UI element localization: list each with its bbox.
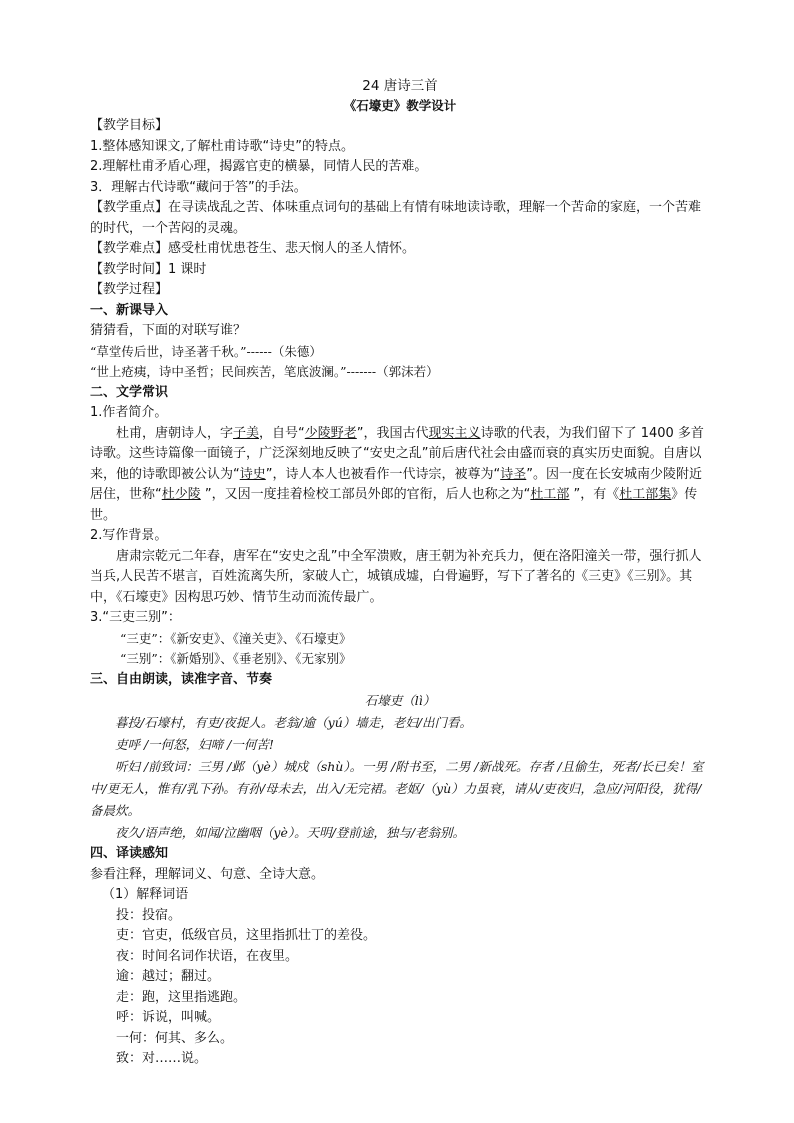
time-label: 【教学时间】 <box>90 261 169 277</box>
bio-text: ”，我国古代 <box>356 425 429 441</box>
word-definition: 投：投宿。 <box>116 907 182 923</box>
bio-text: 》传世。 <box>90 487 698 523</box>
bio-keyword: 杜工部 <box>530 487 570 502</box>
poem-stanza: 夜久/语声绝，如闻/泣幽咽（yè）。天明/登前途，独与/老翁别。 <box>115 825 466 840</box>
bio-text: 杜甫，唐朝诗人，字 <box>116 425 234 441</box>
couplet-quote: “草堂传后世，诗圣著千秋。”------（朱德） <box>90 343 322 359</box>
difficulty-text: 感受杜甫忧患苍生、悲天悯人的圣人情怀。 <box>168 241 416 256</box>
author-bio <box>90 424 710 527</box>
goal-item: 3．理解古代诗歌“藏问于答”的手法。 <box>90 179 307 195</box>
bio-text: ”，有《 <box>569 487 620 502</box>
subsection-title: （1）解释词语 <box>102 887 189 902</box>
poem-stanza: 暮投/石壕村，有吏/夜捉人。老翁/逾（yú）墙走，老妇/出门看。 <box>115 715 472 730</box>
goal-item: 2.理解杜甫矛盾心理，揭露官吏的横暴，同情人民的苦难。 <box>90 159 428 174</box>
subsection-title: 3.“三吏三别”： <box>90 610 181 625</box>
couplet-quote: “世上疮痍，诗中圣哲；民间疾苦，笔底波澜。”-------（郭沫若） <box>90 364 439 379</box>
subsection-title: 2.写作背景。 <box>90 528 168 543</box>
subsection-title: 1.作者简介。 <box>90 405 168 420</box>
word-definition: 一何：何其、多么。 <box>116 1030 234 1046</box>
word-definition: 逾：越过；翻过。 <box>116 969 221 984</box>
goal-item: 1.整体感知课文,了解杜甫诗歌“诗史”的特点。 <box>90 138 355 154</box>
bio-text: ”。因一度在长安城南少陵附近居住，世称“ <box>90 466 703 502</box>
process-header: 【教学过程】 <box>90 282 169 297</box>
key-point-label: 【教学重点】 <box>90 200 169 215</box>
time-text: 1 课时 <box>168 261 207 277</box>
bio-keyword: 诗史 <box>239 466 266 482</box>
word-definition: 致：对……说。 <box>116 1051 208 1066</box>
sanli-list: “三吏”：《新安吏》、《潼关吏》、《石壕吏》 <box>120 630 352 646</box>
bio-text: ”，又因一度挂着检校工部员外郎的官衔，后人也称之为“ <box>200 487 531 502</box>
bio-text: 诗歌的代表，为我们留下了 1400 多首诗歌。这些诗篇像一面镜子，广泛深刻地反映了“安史之乱”前后唐代社会由盛而衰的真实历史面貌。自唐以来，他的诗歌即被公认为“ <box>90 425 704 482</box>
difficulty-label: 【教学难点】 <box>90 241 169 256</box>
bio-text: ，自号“ <box>259 425 305 441</box>
goals-header: 【教学目标】 <box>90 118 169 133</box>
document-title: 24 唐诗三首 <box>362 78 438 94</box>
teaching-time <box>90 260 710 281</box>
section-intro: 猜猜看，下面的对联写谁？ <box>90 323 247 338</box>
bio-text: ”，诗人本人也被看作一代诗宗，被尊为“ <box>265 466 501 482</box>
section-intro: 参看注释，理解词义、句意、全诗大意。 <box>90 866 325 882</box>
key-point-text: 在寻读战乱之苦、体味重点词句的基础上有情有味地读诗歌，理解一个苦命的家庭，一个苦难的时代，一个苦闷的灵魂。 <box>90 200 702 236</box>
bio-keyword: 杜工部集 <box>619 487 672 502</box>
word-definition: 吏：官吏，低级官员，这里指抓壮丁的差役。 <box>116 928 377 943</box>
bio-keyword: 杜少陵 <box>161 487 201 502</box>
section-title: 三、自由朗读，读准字音、节奏 <box>90 671 273 687</box>
section-title: 四、译读感知 <box>90 846 169 861</box>
document-content <box>90 76 710 1070</box>
poem-stanza: 吏呼 /一何怒，妇啼 /一何苦! <box>115 737 274 752</box>
bio-keyword: 诗圣 <box>500 466 527 482</box>
section-title: 一、新课导入 <box>90 302 169 318</box>
section-title: 二、文学常识 <box>90 384 169 400</box>
difficulty <box>90 239 710 260</box>
poem-stanza: 听妇 /前致词：三男 /邺（yè）城戍（shù）。一男 /附书至，二男 /新战死。存者 /且偷生，死者/长已矣！室中/更无人，惟有/乳下孙。有孙/母未去，出入/无完裙。老妪/（yù）力虽衰，请从/吏夜归，急应/河阳役，犹得/备晨炊。 <box>90 759 704 818</box>
key-point <box>90 198 710 239</box>
document-subtitle: 《石壕吏》教学设计 <box>343 98 457 113</box>
word-definition: 夜：时间名词作状语，在夜里。 <box>116 948 299 964</box>
bio-keyword: 少陵野老 <box>304 425 357 441</box>
word-definition: 走：跑，这里指逃跑。 <box>116 989 247 1005</box>
poem-title: 石壕吏（lì） <box>364 693 436 708</box>
word-definition: 呼：诉说，叫喊。 <box>116 1010 221 1025</box>
sanbie-list: “三别”：《新婚别》、《垂老别》、《无家别》 <box>120 651 352 666</box>
writing-background: 唐肃宗乾元二年春，唐军在“安史之乱”中全军溃败，唐王朝为补充兵力，便在洛阳潼关一带，强行抓人当兵,人民苦不堪言，百姓流离失所，家破人亡，城镇成墟，白骨遍野，写下了著名的《三吏》《三别》。其中，《石壕吏》因构思巧妙、情节生动而流传最广。 <box>90 548 702 605</box>
bio-keyword: 现实主义 <box>428 425 481 441</box>
bio-keyword: 子美 <box>233 425 260 441</box>
